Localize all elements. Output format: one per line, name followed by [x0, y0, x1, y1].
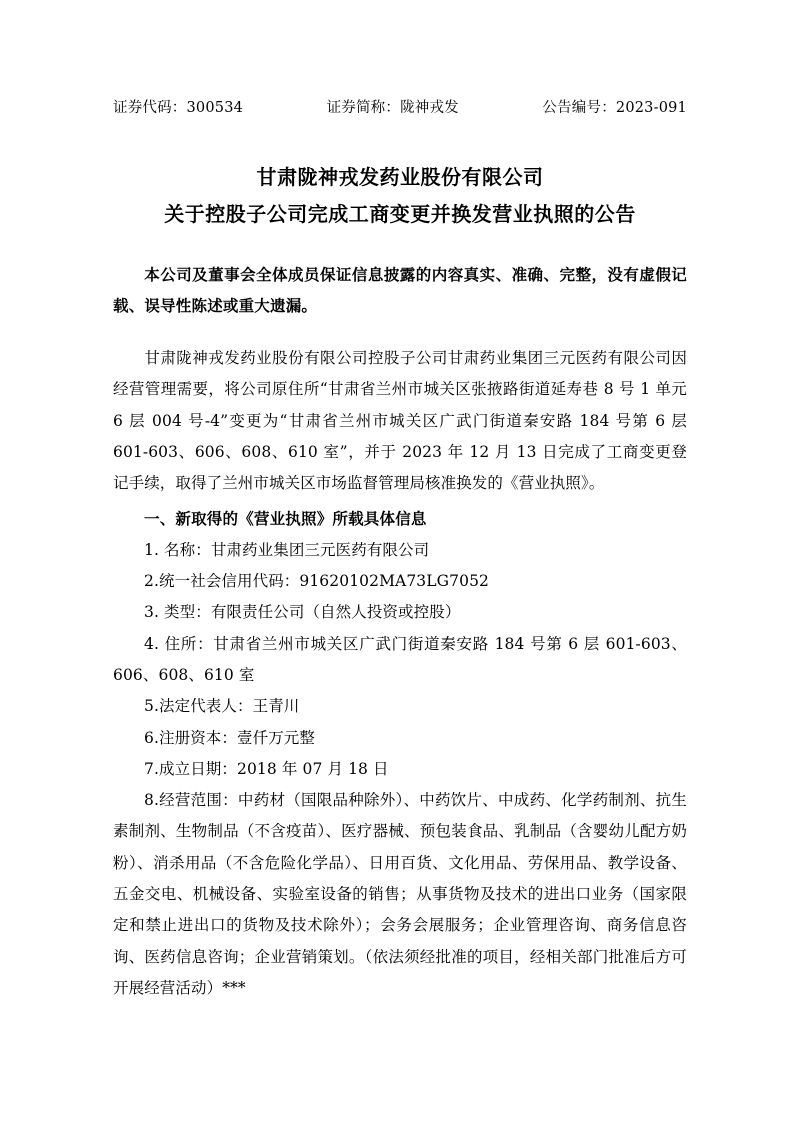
section-heading-1	[113, 503, 687, 534]
license-item-name	[113, 535, 687, 566]
license-item-type	[113, 597, 687, 628]
title-line-company: 甘肃陇神戎发药业股份有限公司	[256, 165, 544, 189]
license-item-address-text: 4. 住所：甘肃省兰州市城关区广武门街道秦安路 184 号第 6 层 601-603、606、608、610 室	[113, 634, 687, 684]
license-item-capital-text: 6.注册资本：壹仟万元整	[144, 728, 315, 747]
notice-number: 公告编号：2023-091	[542, 100, 687, 116]
license-item-capital	[113, 723, 687, 754]
license-item-type-text: 3. 类型：有限责任公司（自然人投资或控股）	[144, 603, 461, 622]
section-heading-1-text: 一、新取得的《营业执照》所载具体信息	[144, 509, 427, 529]
license-item-business-scope	[113, 785, 687, 1004]
license-item-legal-rep	[113, 691, 687, 722]
body-paragraph-1-text: 甘肃陇神戎发药业股份有限公司控股子公司甘肃药业集团三元医药有限公司因经营管理需要，将公司原住所“甘肃省兰州市城关区张掖路街道延寿巷 8 号 1 单元 6 层 004 号-4”变更为“甘肃省兰州市城关区广武门街道秦安路 184 号第 6 层 601-603、606、608、610 室”，并于 2023 年 12 月 13 日完成了工商变更登记手续，取得了兰州市城关区市场监督管理局核准换发的《营业执照》。	[113, 349, 687, 493]
license-item-established-date-text: 7.成立日期：2018 年 07 月 18 日	[144, 759, 389, 778]
license-item-established-date	[113, 754, 687, 785]
license-item-credit-code	[113, 566, 687, 597]
disclosure-statement	[113, 259, 687, 321]
security-code: 证券代码：300534	[113, 100, 244, 116]
license-item-credit-code-text: 2.统一社会信用代码：91620102MA73LG7052	[144, 572, 489, 591]
disclosure-statement-text: 本公司及董事会全体成员保证信息披露的内容真实、准确、完整，没有虚假记载、误导性陈述或重大遗漏。	[113, 265, 687, 315]
body-paragraph-1	[113, 343, 687, 499]
license-item-address	[113, 629, 687, 692]
license-item-name-text: 1. 名称：甘肃药业集团三元医药有限公司	[144, 540, 430, 559]
document-header	[113, 96, 687, 117]
title-line-subject: 关于控股子公司完成工商变更并换发营业执照的公告	[164, 202, 636, 226]
page-title	[113, 159, 687, 233]
license-item-business-scope-text: 8.经营范围：中药材（国限品种除外）、中药饮片、中成药、化学药制剂、抗生素制剂、生物制品（不含疫苗）、医疗器械、预包装食品、乳制品（含婴幼儿配方奶粉）、消杀用品（不含危险化学品）、日用百货、文化用品、劳保用品、教学设备、五金交电、机械设备、实验室设备的销售；从事货物及技术的进出口业务（国家限定和禁止进出口的货物及技术除外）；会务会展服务；企业管理咨询、商务信息咨询、医药信息咨询；企业营销策划。（依法须经批准的项目，经相关部门批准后方可开展经营活动）***	[113, 791, 687, 997]
security-name: 证券简称：陇神戎发	[326, 100, 459, 116]
license-item-legal-rep-text: 5.法定代表人：王青川	[144, 697, 300, 716]
